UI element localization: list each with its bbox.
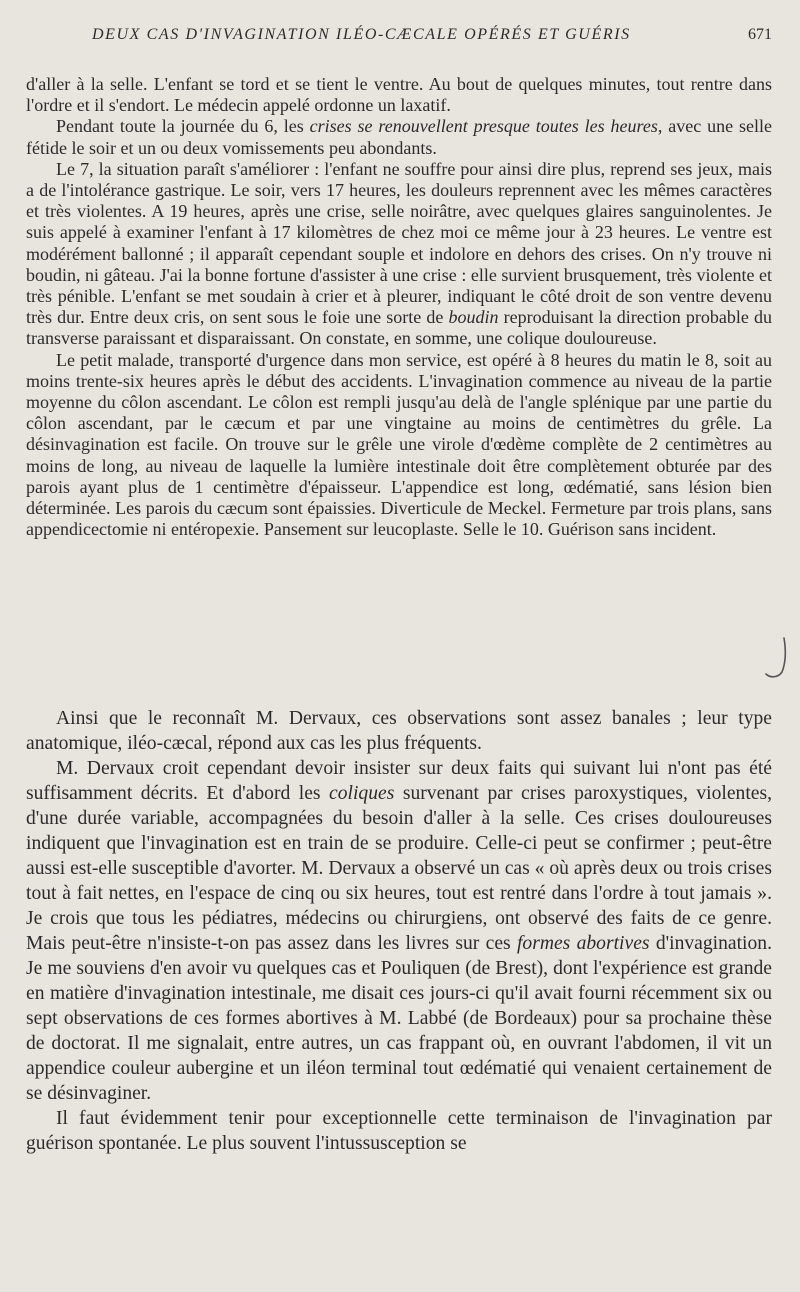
observation-text [26, 74, 772, 540]
discussion-paragraph [26, 756, 772, 1106]
text-run: M. Dervaux croit cependant devoir insister sur deux faits qui suivant lui n'ont pas été suffisamment décrits. Et d'abord les [26, 758, 772, 804]
observation-paragraph: Le petit malade, transporté d'urgence dans mon service, est opéré à 8 heures du matin le 8, soit au moins trente-six heures après le début des accidents. L'invagination commence au niveau de la partie moyenne du côlon ascendant. Le côlon est rempli jusqu'au delà de l'angle splénique par une partie du côlon ascendant, par le cæcum et par une vingtaine au moins de centimètres du grêle. La désinvagination est facile. On trouve sur le grêle une virole d'œdème complète de 2 centimètres au moins de long, au niveau de laquelle la lumière intestinale doit être complètement obturée par des parois ayant plus de 1 centimètre d'épaisseur. L'appendice est long, œdématié, sans lésion bien déterminée. Les parois du cæcum sont épaissies. Diverticule de Meckel. Fermeture par trois plans, sans appendicectomie ni entéropexie. Pansement sur leucoplaste. Selle le 10. Guérison sans incident. [26, 349, 772, 540]
emphasis: formes abortives [516, 933, 650, 954]
running-header [92, 26, 772, 44]
discussion-paragraph: Ainsi que le reconnaît M. Dervaux, ces observations sont assez banales ; leur type anatomique, iléo-cæcal, répond aux cas les plus fréquents. [26, 708, 772, 754]
text-run: Le 7, la situation paraît s'améliorer : l'enfant ne souffre pour ainsi dire plus, reprend ses jeux, mais a de l'intolérance gastrique. Le soir, vers 17 heures, les douleurs reprennent avec les mêmes caractères et très violentes. A 19 heures, après une crise, selle noirâtre, avec quelques glaires sanguinolentes. Je suis appelé à examiner l'enfant à 17 kilomètres de chez moi ce même jour à 23 heures. Le ventre est modérément ballonné ; il apparaît cependant souple et indolore en dehors des crises. On n'y trouve ni boudin, ni gâteau. J'ai la bonne fortune d'assister à une crise : elle survient brusquement, très violente et très pénible. L'enfant se met soudain à crier et à pleurer, indiquant le côté droit de son ventre devenu très dur. Entre deux cris, on sent sous le foie une sorte de [26, 158, 772, 328]
emphasis: crises se renouvellent presque toutes les heures [309, 116, 658, 137]
text-run: , avec une selle fétide le soir et un ou deux vomissements peu abondants. [26, 116, 772, 158]
observation-paragraph [26, 116, 772, 158]
emphasis: boudin [448, 307, 499, 328]
observation-paragraph [26, 159, 772, 350]
text-run: survenant par crises paroxystiques, violentes, d'une durée variable, accompagnées du besoin d'aller à la selle. Ces crises douloureuses indiquent que l'invagination est en train de se produire. Celle-ci peut se confirmer ; peut-être aussi est-elle susceptible d'avorter. M. Dervaux a observé un cas « où après deux ou trois crises tout à fait nettes, en l'espace de cinq ou six heures, tout est rentré dans l'ordre à tout jamais ». Je crois que tous les pédiatres, médecins ou chirurgiens, ont observé des faits de ce genre. Mais peut-être n'insiste-t-on pas assez dans les livres sur ces [26, 783, 772, 954]
text-run: reproduisant la direction probable du transverse paraissant et disparaissant. On constate, en somme, une colique douloureuse. [26, 307, 772, 349]
discussion-paragraph: Il faut évidemment tenir pour exceptionnelle cette terminaison de l'invagination par guérison spontanée. Le plus souvent l'intussusception se [26, 1108, 772, 1154]
page-number: 671 [748, 26, 772, 43]
emphasis: coliques [329, 783, 395, 804]
observation-paragraph: d'aller à la selle. L'enfant se tord et se tient le ventre. Au bout de quelques minutes, tout rentre dans l'ordre et il s'endort. Le médecin appelé ordonne un laxatif. [26, 74, 772, 116]
running-title: DEUX CAS D'INVAGINATION ILÉO-CÆCALE OPÉRÉS ET GUÉRIS [92, 26, 631, 43]
text-run: d'invagination. Je me souviens d'en avoir vu quelques cas et Pouliquen (de Brest), dont l'expérience est grande en matière d'invagination intestinale, me disait ces jours-ci qu'il avait fourni récemment six ou sept observations de ces formes abortives à M. Labbé (de Bordeaux) pour sa prochaine thèse de doctorat. Il me signalait, entre autres, un cas frappant où, en ouvrant l'abdomen, il vit un appendice couleur aubergine et un iléon terminal tout œdématié qui venaient certainement de se désinvaginer. [26, 933, 772, 1104]
text-run: Pendant toute la journée du 6, les [56, 116, 310, 137]
discussion-text [26, 706, 772, 1156]
margin-pencil-mark [762, 632, 792, 682]
